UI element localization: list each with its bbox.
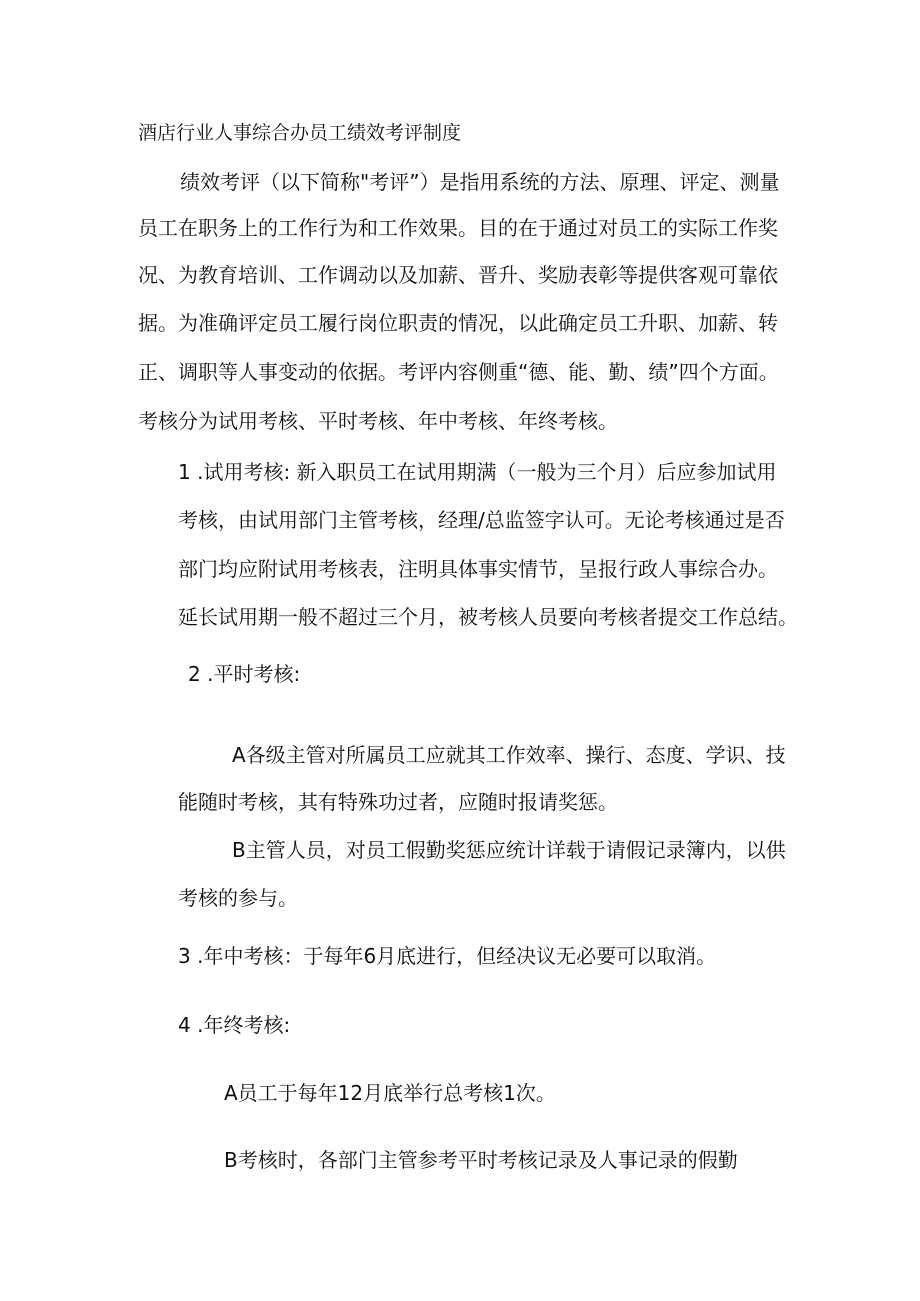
item4-a-line: A员工于每年12月底举行总考核1次。 [224, 1081, 556, 1105]
item1-line-4: 延长试用期一般不超过三个月，被考核人员要向考核者提交工作总结。 [178, 605, 798, 629]
item1-line-1: 1 .试用考核: 新入职员工在试用期满（一般为三个月）后应参加试用 [178, 460, 777, 484]
item2-a-line-1: A各级主管对所属员工应就其工作效率、操行、态度、学识、技 [232, 743, 786, 767]
item1-line-3: 部门均应附试用考核表，注明具体事实情节，呈报行政人事综合办。 [178, 557, 778, 581]
document-title: 酒店行业人事综合办员工绩效考评制度 [138, 122, 462, 144]
intro-line-6: 考核分为试用考核、平时考核、年中考核、年终考核。 [138, 409, 618, 433]
item2-b-line-2: 考核的参与。 [178, 886, 298, 910]
item3-line: 3 .年中考核：于每年6月底进行，但经决议无必要可以取消。 [178, 944, 717, 968]
intro-line-2: 员工在职务上的工作行为和工作效果。目的在于通过对员工的实际工作奖 [138, 216, 778, 240]
intro-line-1: 绩效考评（以下简称"考评”）是指用系统的方法、原理、评定、测量 [180, 170, 780, 194]
intro-line-4: 据。为准确评定员工履行岗位职责的情况，以此确定员工升职、加薪、转 [138, 311, 778, 335]
item1-line-2: 考核，由试用部门主管考核，经理/总监签字认可。无论考核通过是否 [178, 508, 785, 532]
intro-line-5: 正、调职等人事变动的依据。考评内容侧重“德、能、勤、绩”四个方面。 [138, 360, 779, 384]
item2-heading: 2 .平时考核: [188, 662, 301, 686]
item4-b-line: B考核时，各部门主管参考平时考核记录及人事记录的假勤 [224, 1148, 738, 1172]
item2-b-line-1: B主管人员，对员工假勤奖惩应统计详载于请假记录簿内，以供 [232, 838, 786, 862]
item2-a-line-2: 能随时考核，其有特殊功过者，应随时报请奖惩。 [178, 790, 618, 814]
intro-line-3: 况、为教育培训、工作调动以及加薪、晋升、奖励表彰等提供客观可靠依 [138, 263, 778, 287]
item4-heading: 4 .年终考核: [178, 1013, 291, 1037]
